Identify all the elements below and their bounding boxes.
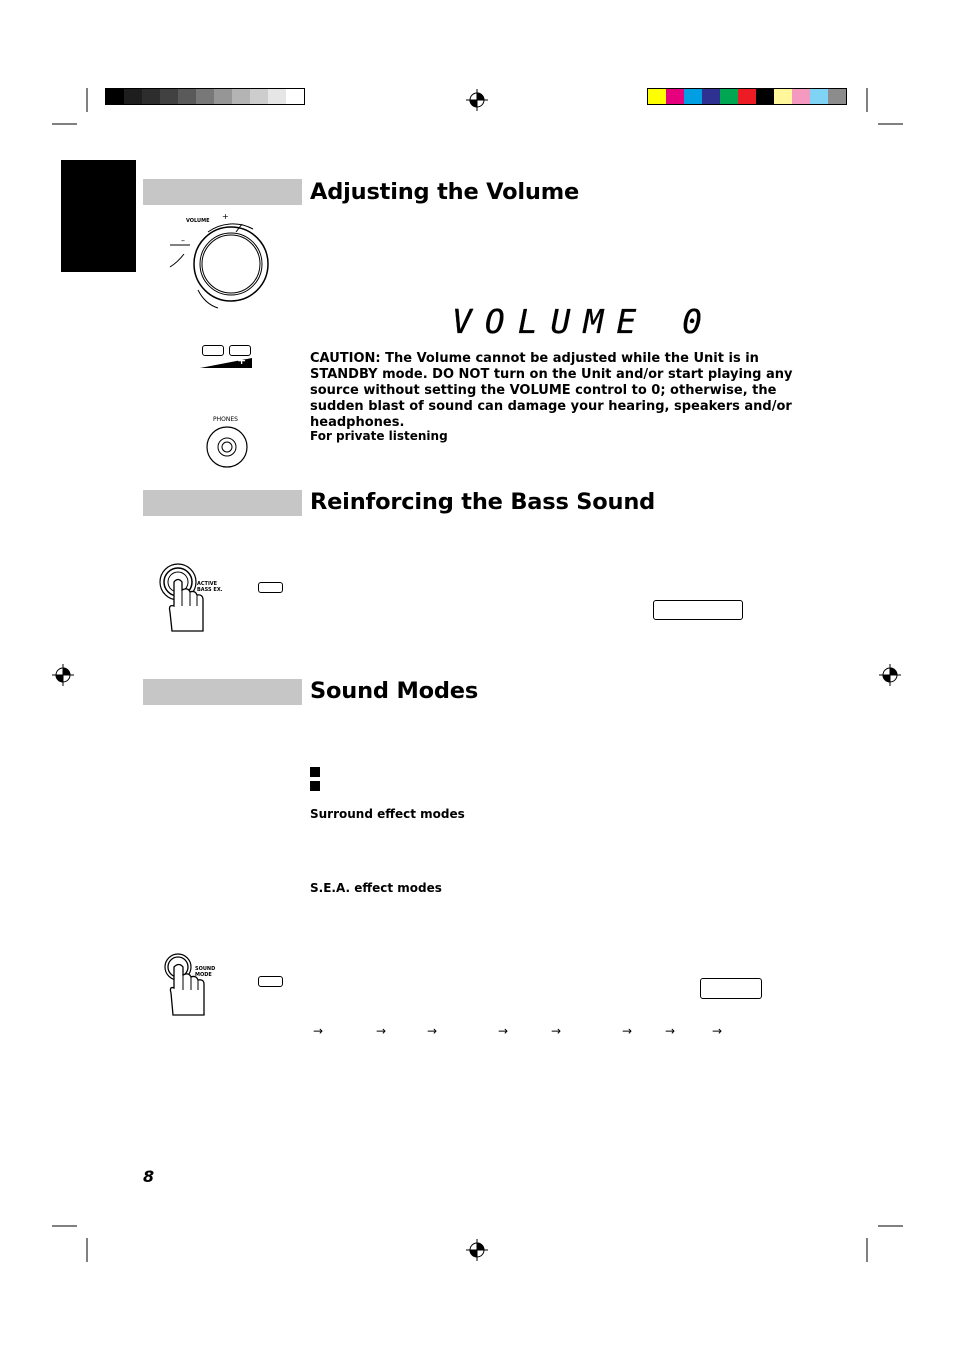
- mode-cycle-arrow: →: [665, 1024, 676, 1038]
- mode-cycle-arrow: →: [622, 1024, 633, 1038]
- volume-display-readout: VOLUME 0: [452, 302, 715, 341]
- mode-cycle-arrow: →: [313, 1024, 324, 1038]
- bass-display-indicator: [653, 600, 743, 620]
- heading-adjusting-volume: Adjusting the Volume: [310, 179, 580, 205]
- sound-mode-display-indicator: [700, 978, 762, 999]
- sea-effect-heading: S.E.A. effect modes: [310, 881, 442, 895]
- surround-effect-heading: Surround effect modes: [310, 807, 465, 821]
- headphone-jack-icon: [205, 426, 250, 470]
- sound-mode-label-line2: MODE: [195, 972, 212, 978]
- active-bass-label-line2: BASS EX.: [197, 587, 223, 593]
- active-bass-label-line1: ACTIVE: [197, 581, 218, 587]
- volume-knob-minus: –: [181, 236, 185, 245]
- registration-target-right: [879, 664, 901, 686]
- active-bass-button-press-icon: [158, 560, 228, 635]
- registration-target-bottom: [466, 1239, 488, 1261]
- sound-mode-button-press-icon: [162, 950, 222, 1020]
- page-number: 8: [143, 1167, 155, 1186]
- mode-cycle-arrow: →: [498, 1024, 509, 1038]
- sound-mode-button-label: [195, 966, 215, 978]
- private-listening-heading: For private listening: [310, 429, 448, 443]
- bullet-square-2: [310, 781, 320, 791]
- volume-knob-plus: +: [222, 212, 229, 221]
- mode-cycle-arrow: →: [551, 1024, 562, 1038]
- registration-target-top: [466, 89, 488, 111]
- remote-volume-down-button[interactable]: [202, 345, 224, 356]
- volume-knob-icon: [170, 212, 275, 312]
- remote-plus-label: +: [237, 354, 247, 367]
- phones-label: PHONES: [213, 416, 238, 423]
- bullet-square-1: [310, 767, 320, 777]
- active-bass-button-label: [197, 581, 223, 593]
- section-bar-bass: [143, 490, 302, 516]
- volume-caution-text: CAUTION: The Volume cannot be adjusted while the Unit is in STANDBY mode. DO NOT turn on the Unit and/or start playing any source without setting the VOLUME control to 0; otherwise, the sudden blast of sound can damage your hearing, speakers and/or headphones.: [310, 351, 793, 430]
- sound-mode-label-line1: SOUND: [195, 966, 216, 972]
- section-bar-sound-modes: [143, 679, 302, 705]
- registration-target-left: [52, 664, 74, 686]
- section-bar-volume: [143, 179, 302, 205]
- language-tab: [61, 160, 136, 272]
- heading-sound-modes: Sound Modes: [310, 678, 479, 704]
- mode-cycle-arrow: →: [712, 1024, 723, 1038]
- remote-minus-label: –: [207, 355, 212, 366]
- heading-reinforcing-bass: Reinforcing the Bass Sound: [310, 489, 656, 515]
- remote-active-bass-button[interactable]: [258, 582, 283, 593]
- volume-knob-label: VOLUME: [186, 218, 210, 224]
- mode-cycle-arrow: →: [376, 1024, 387, 1038]
- remote-sound-mode-button[interactable]: [258, 976, 283, 987]
- mode-cycle-arrow: →: [427, 1024, 438, 1038]
